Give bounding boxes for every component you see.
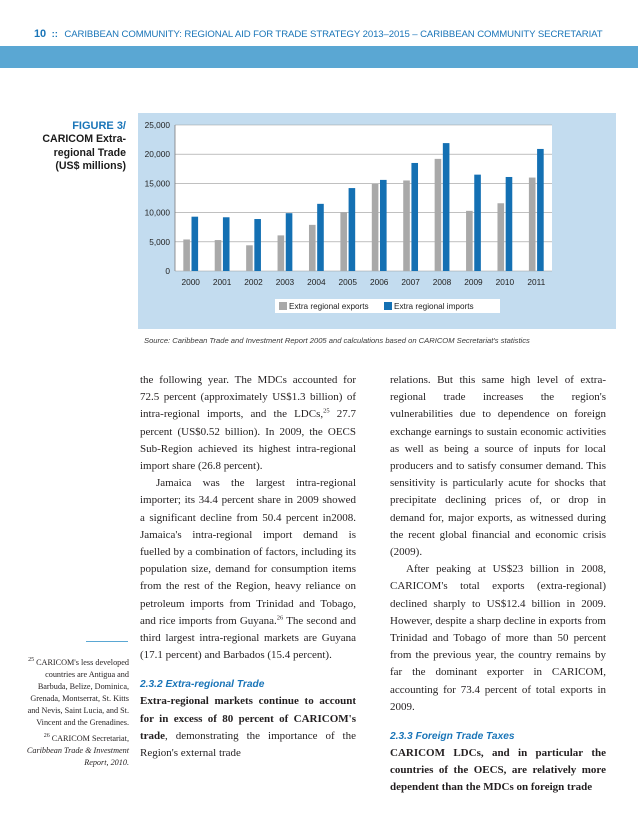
legend-swatch-exports xyxy=(279,302,287,310)
bar-chart xyxy=(138,113,616,329)
bar-exports xyxy=(529,178,536,271)
footnote-26 xyxy=(20,733,129,769)
x-tick-label: 2002 xyxy=(244,277,263,287)
x-tick-label: 2008 xyxy=(432,277,452,287)
paragraph-text: 27.7 percent (US$0.52 billion). In 2009, the OECS Sub-Region achieved its highest intra-regional import share (26.8 percent). xyxy=(140,408,357,473)
footnote-text: CARICOM Secretariat, xyxy=(51,733,129,743)
bar-imports xyxy=(537,149,544,271)
x-tick-label: 2005 xyxy=(338,277,358,287)
header-color-band xyxy=(0,46,638,68)
paragraph xyxy=(390,745,606,797)
paragraph-text: , demonstrating the importance of the Region's external trade xyxy=(140,729,356,760)
paragraph: relations. But this same high level of extra-regional trade increases the region's vulnerabilities due to dependence on foreign exchange earnings to sustain economic activities as well as being a source of inputs for local producers and to satisfy consumer demand. This sensitivity is particularly acute for shocks that precipitate declining prices of, or drop in demand for, major exports, as witnessed during the recent global financial and economic crisis (2009). xyxy=(390,374,606,559)
figure-title-line-2: regional Trade xyxy=(53,146,126,159)
figure-title-line-3: (US$ millions) xyxy=(55,160,126,173)
chart-panel xyxy=(138,113,616,329)
footnote-number: 26 xyxy=(43,732,50,739)
legend-swatch-imports xyxy=(384,302,392,310)
bar-exports xyxy=(278,235,285,271)
bar-exports xyxy=(309,225,316,271)
section-heading-2-3-3: 2.3.3 Foreign Trade Taxes xyxy=(390,731,515,743)
bar-imports xyxy=(349,188,356,271)
text-column-left xyxy=(140,372,356,762)
plot-area xyxy=(175,125,552,271)
y-tick-label: 20,000 xyxy=(144,149,170,160)
bar-imports xyxy=(443,143,450,271)
bar-imports xyxy=(192,217,199,271)
footnote-citation: Caribbean Trade & Investment Report, 2010. xyxy=(26,745,129,767)
y-tick-label: 10,000 xyxy=(144,207,170,218)
footnote-text: CARICOM's less developed countries are Antigua and Barbuda, Belize, Dominica, Grenada, Montserrat, St. Kitts and Nevis, Saint Lucia, and St. Vincent and the Grenadines. xyxy=(27,658,129,728)
figure-title-line-1: CARICOM Extra- xyxy=(42,133,126,146)
footnote-ref-26: 26 xyxy=(276,614,284,622)
bar-imports xyxy=(223,217,230,271)
bar-imports xyxy=(286,213,293,271)
text-column-right xyxy=(390,372,606,797)
legend-label-imports: Extra regional imports xyxy=(394,302,474,311)
footnote-number: 25 xyxy=(28,657,35,664)
bar-exports xyxy=(435,159,442,271)
paragraph: After peaking at US$23 billion in 2008, CARICOM's total exports (extra-regional) declined sharply to US$12.4 billion in 2009. However, despite a sharp decline in exports from Trinidad and Tobago of more than 50 percent from the previous year, the country remains by far the dominant exporter in CARICOM, accounting for 73.4 percent of total exports in 2009. xyxy=(390,563,606,713)
bar-exports xyxy=(403,180,410,271)
footnote-ref-25: 25 xyxy=(323,407,330,415)
paragraph-text: The second and third largest intra-regional markets are Guyana (17.1 percent) and Barbados (15.4 percent). xyxy=(140,614,356,662)
y-tick-label: 15,000 xyxy=(144,178,170,189)
figure-number: FIGURE 3/ xyxy=(72,120,126,132)
x-tick-label: 2003 xyxy=(275,277,295,287)
y-tick-label: 0 xyxy=(165,266,170,276)
x-tick-label: 2009 xyxy=(464,277,483,287)
paragraph xyxy=(140,693,356,762)
bar-exports xyxy=(372,184,379,271)
x-tick-label: 2011 xyxy=(527,277,546,287)
bar-exports xyxy=(340,212,347,271)
footnote-25 xyxy=(20,657,129,730)
x-tick-label: 2007 xyxy=(401,277,420,287)
lead-text: Extra-regional markets continue to account for in excess of 80 percent of CARICOM's trade xyxy=(140,695,356,742)
bar-imports xyxy=(506,177,513,271)
bar-exports xyxy=(497,203,504,271)
paragraph xyxy=(140,475,356,664)
section-heading-2-3-2: 2.3.2 Extra-regional Trade xyxy=(140,679,265,691)
paragraph-text: the following year. The MDCs accounted for 72.5 percent (approximately US$1.3 billion) of intra-regional imports, and the LDCs, xyxy=(140,374,356,421)
bar-exports xyxy=(183,239,190,271)
x-tick-label: 2006 xyxy=(369,277,389,287)
paragraph-text: Jamaica was the largest intra-regional importer; its 34.4 percent share in 2009 showed a significant decline from 50.4 percent in2008. Jamaica's intra-regional import demand is fuelled by a combination of factors, including its population size, demand for consumption items from the rest of the Region, heavy reliance on petroleum imports from Trinidad and Tobago, and rice imports from Guyana. xyxy=(140,477,356,627)
bar-imports xyxy=(380,180,387,271)
paragraph xyxy=(140,372,356,475)
footnote-rule xyxy=(86,641,128,642)
bar-imports xyxy=(317,204,324,271)
x-tick-label: 2004 xyxy=(307,277,326,287)
bar-exports xyxy=(246,245,253,271)
bar-exports xyxy=(215,240,222,271)
figure-source: Source: Caribbean Trade and Investment Report 2005 and calculations based on CARICOM Secretariat's statistics xyxy=(144,336,530,345)
header-separator: :: xyxy=(51,29,58,40)
x-tick-label: 2000 xyxy=(181,277,200,287)
lead-text: CARICOM LDCs, and in particular the countries of the OECS, are relatively more dependent than the MDCs on foreign trade xyxy=(390,747,606,794)
x-tick-label: 2010 xyxy=(495,277,515,287)
page-number: 10 xyxy=(34,28,47,40)
y-tick-label: 5,000 xyxy=(149,236,170,247)
bar-imports xyxy=(411,163,418,271)
footnotes xyxy=(20,657,129,772)
legend-label-exports: Extra regional exports xyxy=(289,302,369,311)
figure-label xyxy=(30,120,126,174)
running-title: CARIBBEAN COMMUNITY: REGIONAL AID FOR TRADE STRATEGY 2013–2015 – CARIBBEAN COMMUNITY SECRETARIAT xyxy=(64,29,603,40)
page-header xyxy=(0,0,638,46)
running-header xyxy=(34,28,603,40)
bar-exports xyxy=(466,211,473,271)
y-tick-label: 25,000 xyxy=(144,120,170,130)
bar-imports xyxy=(474,175,481,271)
x-tick-label: 2001 xyxy=(212,277,232,287)
bar-imports xyxy=(254,219,261,271)
